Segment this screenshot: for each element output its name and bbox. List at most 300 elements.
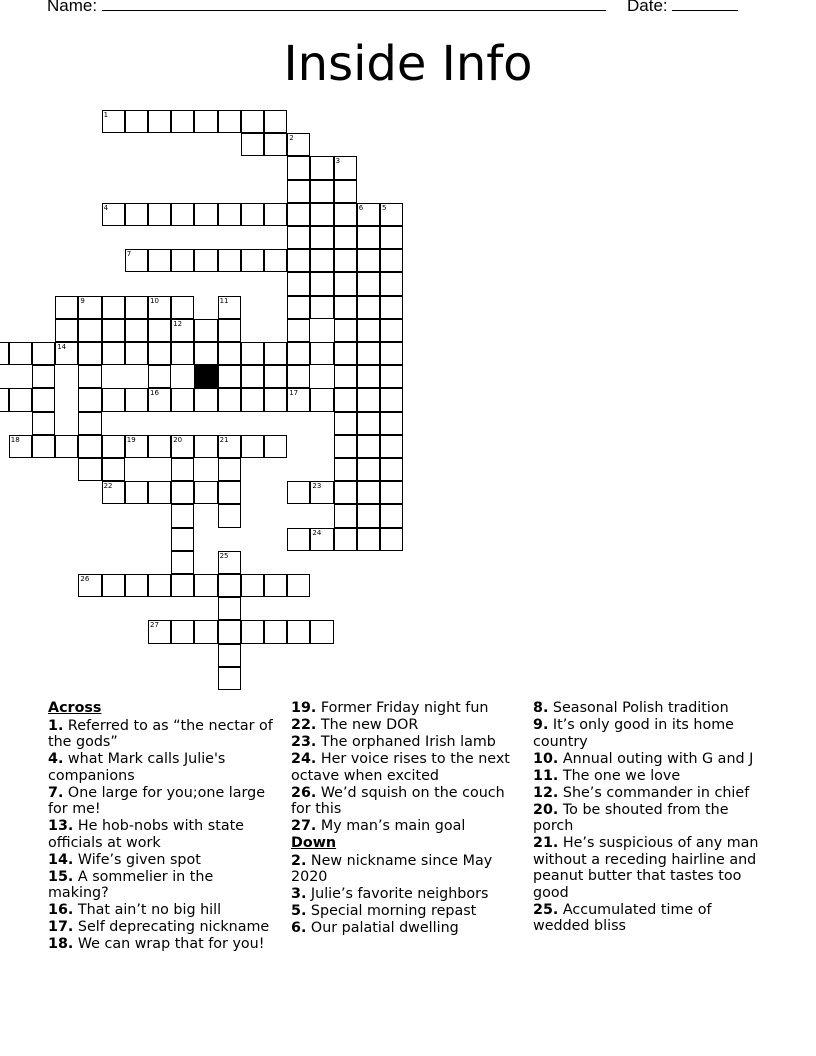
- clue-number: 22: [103, 482, 113, 491]
- grid-cell[interactable]: [32, 365, 55, 388]
- clue-number: 12: [173, 319, 183, 328]
- across-clue: [291, 717, 519, 734]
- grid-cell[interactable]: [9, 435, 32, 458]
- grid-cell[interactable]: [241, 574, 264, 597]
- grid-cell[interactable]: [357, 365, 380, 388]
- grid-cell[interactable]: [148, 481, 171, 504]
- grid-cell[interactable]: [32, 435, 55, 458]
- grid-cell[interactable]: [125, 203, 148, 226]
- clue-text: He’s suspicious of any man without a receding hairline and peanut butter that tastes too good: [533, 835, 759, 901]
- grid-cell[interactable]: [357, 528, 380, 551]
- clue-number-label: 7.: [48, 784, 64, 801]
- grid-cell[interactable]: [310, 342, 333, 365]
- grid-cell[interactable]: [357, 226, 380, 249]
- grid-cell[interactable]: [32, 388, 55, 411]
- grid-cell[interactable]: [287, 620, 310, 643]
- grid-cell[interactable]: [194, 574, 217, 597]
- grid-cell[interactable]: [102, 203, 125, 226]
- grid-cell[interactable]: [194, 249, 217, 272]
- grid-cell[interactable]: [310, 620, 333, 643]
- clue-number-label: 19.: [291, 700, 317, 716]
- grid-cell[interactable]: [241, 620, 264, 643]
- grid-cell[interactable]: [218, 365, 241, 388]
- grid-cell[interactable]: [9, 388, 32, 411]
- clue-number: 3: [335, 157, 341, 166]
- grid-cell[interactable]: [148, 365, 171, 388]
- grid-cell[interactable]: [264, 365, 287, 388]
- grid-cell[interactable]: [78, 296, 101, 319]
- down-clue: [533, 768, 761, 785]
- clue-text: Former Friday night fun: [316, 700, 489, 716]
- grid-cell[interactable]: [218, 644, 241, 667]
- grid-cell[interactable]: [102, 319, 125, 342]
- grid-cell[interactable]: [287, 574, 310, 597]
- clue-number-label: 3.: [291, 886, 307, 902]
- clue-number: 4: [103, 203, 109, 212]
- clue-text: Our palatial dwelling: [306, 920, 459, 936]
- clue-number-label: 20.: [533, 801, 559, 818]
- grid-cell[interactable]: [218, 597, 241, 620]
- across-clue: [48, 852, 276, 869]
- grid-cell[interactable]: [241, 435, 264, 458]
- clue-number-label: 23.: [291, 734, 317, 750]
- grid-cell[interactable]: [287, 156, 310, 179]
- grid-cell[interactable]: [310, 481, 333, 504]
- grid-cell[interactable]: [334, 226, 357, 249]
- grid-cell[interactable]: [148, 388, 171, 411]
- grid-cell[interactable]: [380, 249, 403, 272]
- down-clue: [533, 700, 761, 717]
- grid-cell[interactable]: [55, 319, 78, 342]
- clue-number-label: 15.: [48, 868, 74, 885]
- across-heading: Across: [48, 700, 102, 716]
- clue-number: 11: [219, 296, 229, 305]
- grid-cell[interactable]: [171, 110, 194, 133]
- grid-cell[interactable]: [380, 458, 403, 481]
- clue-number-label: 22.: [291, 717, 317, 733]
- across-clue: [48, 869, 276, 902]
- clue-number-label: 24.: [291, 751, 317, 767]
- clue-text: He hob-nobs with state officials at work: [48, 818, 244, 851]
- down-clue: [533, 751, 761, 768]
- clue-number-label: 26.: [291, 784, 317, 801]
- grid-cell[interactable]: [310, 388, 333, 411]
- grid-cell[interactable]: [218, 435, 241, 458]
- grid-cell[interactable]: [194, 388, 217, 411]
- grid-cell[interactable]: [194, 203, 217, 226]
- down-clue: [291, 920, 519, 937]
- grid-cell[interactable]: [264, 388, 287, 411]
- grid-cell[interactable]: [194, 620, 217, 643]
- grid-cell[interactable]: [78, 365, 101, 388]
- grid-cell[interactable]: [148, 620, 171, 643]
- grid-cell[interactable]: [171, 342, 194, 365]
- grid-cell[interactable]: [171, 551, 194, 574]
- grid-cell[interactable]: [310, 296, 333, 319]
- down-clue: [533, 835, 761, 901]
- grid-cell[interactable]: [218, 388, 241, 411]
- clue-number: 25: [219, 551, 229, 560]
- name-label: Name:: [47, 0, 98, 15]
- across-clue: [48, 785, 276, 818]
- grid-cell[interactable]: [241, 342, 264, 365]
- grid-cell[interactable]: [287, 203, 310, 226]
- clue-number: 9: [80, 296, 85, 305]
- grid-cell[interactable]: [102, 481, 125, 504]
- grid-cell[interactable]: [78, 319, 101, 342]
- date-label: Date:: [627, 0, 668, 15]
- grid-cell[interactable]: [264, 435, 287, 458]
- grid-cell[interactable]: [125, 481, 148, 504]
- grid-cell[interactable]: [287, 133, 310, 156]
- grid-cell[interactable]: [310, 249, 333, 272]
- clue-column-2: [291, 700, 519, 937]
- down-clue: [533, 902, 761, 935]
- grid-cell[interactable]: [194, 319, 217, 342]
- grid-cell[interactable]: [380, 365, 403, 388]
- clue-number: 27: [150, 621, 159, 630]
- grid-cell[interactable]: [241, 365, 264, 388]
- grid-cell[interactable]: [310, 226, 333, 249]
- clue-number: 10: [150, 296, 159, 305]
- grid-cell[interactable]: [357, 435, 380, 458]
- grid-cell[interactable]: [334, 365, 357, 388]
- grid-cell[interactable]: [357, 342, 380, 365]
- grid-cell[interactable]: [218, 110, 241, 133]
- grid-cell[interactable]: [171, 319, 194, 342]
- down-heading: Down: [291, 835, 337, 851]
- grid-cell[interactable]: [357, 458, 380, 481]
- grid-cell[interactable]: [171, 388, 194, 411]
- grid-cell[interactable]: [357, 412, 380, 435]
- clue-number-label: 13.: [48, 818, 74, 834]
- grid-cell[interactable]: [125, 296, 148, 319]
- clue-text: It’s only good in its home country: [533, 717, 734, 750]
- grid-cell[interactable]: [32, 412, 55, 435]
- clue-column-1: [48, 700, 276, 953]
- grid-cell[interactable]: [218, 319, 241, 342]
- grid-cell[interactable]: [357, 272, 380, 295]
- clue-number-label: 1.: [48, 717, 64, 734]
- grid-cell[interactable]: [380, 296, 403, 319]
- grid-cell[interactable]: [380, 272, 403, 295]
- grid-cell[interactable]: [218, 504, 241, 527]
- across-clue: [48, 718, 276, 751]
- clue-number-label: 25.: [533, 901, 559, 918]
- grid-cell[interactable]: [171, 458, 194, 481]
- puzzle-title: Inside Info: [283, 36, 533, 92]
- grid-cell[interactable]: [334, 435, 357, 458]
- grid-cell[interactable]: [125, 435, 148, 458]
- clue-number: 5: [382, 203, 387, 212]
- grid-cell[interactable]: [334, 504, 357, 527]
- clue-number: 1: [103, 111, 109, 119]
- across-clue: [48, 919, 276, 936]
- grid-cell[interactable]: [148, 203, 171, 226]
- clue-number-label: 2.: [291, 852, 307, 869]
- grid-cell[interactable]: [171, 435, 194, 458]
- clue-text: We’d squish on the couch for this: [291, 784, 505, 817]
- clue-text: To be shouted from the porch: [533, 801, 729, 834]
- grid-cell[interactable]: [357, 319, 380, 342]
- clue-number-label: 6.: [291, 920, 307, 936]
- down-clue: [291, 853, 519, 886]
- down-clue: [291, 886, 519, 903]
- grid-cell[interactable]: [148, 342, 171, 365]
- grid-cell[interactable]: [55, 342, 78, 365]
- grid-cell[interactable]: [148, 574, 171, 597]
- grid-cell[interactable]: [310, 203, 333, 226]
- grid-cell[interactable]: [148, 296, 171, 319]
- grid-cell[interactable]: [380, 342, 403, 365]
- grid-cell[interactable]: [148, 110, 171, 133]
- grid-cell[interactable]: [102, 296, 125, 319]
- grid-cell[interactable]: [334, 528, 357, 551]
- grid-cell[interactable]: [264, 249, 287, 272]
- grid-cell[interactable]: [148, 319, 171, 342]
- clue-number: 26: [80, 575, 90, 583]
- grid-cell[interactable]: [287, 249, 310, 272]
- grid-cell[interactable]: [264, 133, 287, 156]
- grid-cell[interactable]: [357, 296, 380, 319]
- clue-text: Special morning repast: [306, 903, 477, 919]
- clue-text: The one we love: [558, 767, 681, 784]
- grid-cell[interactable]: [287, 388, 310, 411]
- grid-cell[interactable]: [0, 342, 9, 365]
- grid-cell[interactable]: [171, 296, 194, 319]
- across-clue: [48, 818, 276, 851]
- grid-cell[interactable]: [264, 203, 287, 226]
- grid-cell[interactable]: [171, 504, 194, 527]
- grid-cell[interactable]: [287, 226, 310, 249]
- grid-cell[interactable]: [194, 481, 217, 504]
- grid-cell[interactable]: [241, 388, 264, 411]
- grid-cell[interactable]: [380, 319, 403, 342]
- grid-cell[interactable]: [218, 249, 241, 272]
- grid-cell[interactable]: [334, 412, 357, 435]
- clue-text: That ain’t no big hill: [73, 902, 222, 918]
- grid-cell[interactable]: [380, 412, 403, 435]
- clue-number: 23: [312, 482, 322, 491]
- grid-cell[interactable]: [218, 481, 241, 504]
- clue-number: 21: [219, 435, 229, 444]
- clue-number-label: 4.: [48, 751, 64, 767]
- grid-cell[interactable]: [218, 342, 241, 365]
- grid-cell[interactable]: [287, 272, 310, 295]
- clue-number-label: 18.: [48, 936, 74, 952]
- clue-number-label: 12.: [533, 784, 559, 801]
- clue-text: Wife’s given spot: [73, 851, 201, 868]
- grid-cell[interactable]: [357, 481, 380, 504]
- clue-number-label: 21.: [533, 835, 559, 851]
- grid-cell[interactable]: [264, 574, 287, 597]
- grid-cell[interactable]: [287, 528, 310, 551]
- clue-text: My man’s main goal: [316, 818, 466, 834]
- grid-cell[interactable]: [310, 272, 333, 295]
- grid-cell[interactable]: [241, 203, 264, 226]
- grid-cell[interactable]: [264, 110, 287, 133]
- grid-cell[interactable]: [125, 110, 148, 133]
- grid-cell[interactable]: [102, 574, 125, 597]
- clue-number: 24: [312, 528, 322, 537]
- grid-cell[interactable]: [194, 342, 217, 365]
- grid-cell[interactable]: [287, 342, 310, 365]
- clue-number-label: 17.: [48, 919, 74, 935]
- across-clue: [48, 751, 276, 784]
- clue-number-label: 11.: [533, 767, 559, 784]
- grid-cell[interactable]: [32, 342, 55, 365]
- grid-cell[interactable]: [194, 110, 217, 133]
- grid-cell[interactable]: [55, 435, 78, 458]
- grid-cell[interactable]: [78, 574, 101, 597]
- grid-cell[interactable]: [310, 156, 333, 179]
- grid-cell[interactable]: [78, 458, 101, 481]
- grid-cell[interactable]: [357, 504, 380, 527]
- across-clue: [291, 751, 519, 784]
- grid-cell[interactable]: [241, 110, 264, 133]
- clue-number: 14: [57, 343, 67, 351]
- clue-number-label: 5.: [291, 903, 307, 919]
- grid-cell[interactable]: [125, 342, 148, 365]
- clue-number: 7: [126, 250, 132, 259]
- clue-text: She’s commander in chief: [558, 784, 750, 801]
- grid-cell[interactable]: [380, 226, 403, 249]
- clue-text: One large for you;one large for me!: [48, 784, 266, 817]
- grid-cell[interactable]: [380, 203, 403, 226]
- clue-text: A sommelier in the making?: [48, 868, 214, 901]
- grid-cell[interactable]: [334, 388, 357, 411]
- across-clue: [291, 700, 519, 717]
- clue-text: The orphaned Irish lamb: [316, 734, 496, 750]
- clue-text: what Mark calls Julie's companions: [48, 751, 226, 784]
- grid-cell[interactable]: [218, 620, 241, 643]
- grid-cell[interactable]: [218, 203, 241, 226]
- grid-cell[interactable]: [287, 481, 310, 504]
- grid-cell[interactable]: [241, 133, 264, 156]
- grid-cell[interactable]: [264, 620, 287, 643]
- grid-cell[interactable]: [78, 412, 101, 435]
- clue-text: Referred to as “the nectar of the gods”: [48, 717, 273, 750]
- grid-cell[interactable]: [218, 551, 241, 574]
- grid-cell[interactable]: [287, 365, 310, 388]
- grid-cell[interactable]: [357, 203, 380, 226]
- clue-number-label: 27.: [291, 818, 317, 834]
- grid-cell[interactable]: [380, 388, 403, 411]
- grid-cell[interactable]: [102, 388, 125, 411]
- grid-cell[interactable]: [218, 458, 241, 481]
- grid-cell[interactable]: [171, 574, 194, 597]
- clue-number-label: 14.: [48, 851, 74, 868]
- clue-text: We can wrap that for you!: [73, 936, 265, 952]
- clue-number-label: 10.: [533, 750, 559, 767]
- grid-cell[interactable]: [357, 388, 380, 411]
- grid-cell[interactable]: [171, 203, 194, 226]
- grid-cell[interactable]: [334, 180, 357, 203]
- grid-cell[interactable]: [380, 528, 403, 551]
- clue-number: 16: [150, 389, 159, 398]
- across-clue: [291, 785, 519, 818]
- clue-number-label: 8.: [533, 700, 549, 716]
- down-clue: [533, 785, 761, 802]
- grid-cell[interactable]: [171, 249, 194, 272]
- clue-number: 20: [173, 435, 183, 444]
- grid-cell[interactable]: [171, 620, 194, 643]
- grid-cell[interactable]: [171, 528, 194, 551]
- grid-cell[interactable]: [78, 435, 101, 458]
- grid-cell[interactable]: [334, 156, 357, 179]
- across-clue: [291, 734, 519, 751]
- clue-number: 6: [358, 203, 364, 212]
- grid-cell[interactable]: [55, 296, 78, 319]
- clue-text: Seasonal Polish tradition: [548, 700, 729, 716]
- grid-cell[interactable]: [380, 504, 403, 527]
- grid-cell[interactable]: [310, 528, 333, 551]
- grid-cell[interactable]: [102, 458, 125, 481]
- grid-cell[interactable]: [125, 319, 148, 342]
- across-clue: [291, 818, 519, 835]
- across-clue: [48, 936, 276, 953]
- grid-cell[interactable]: [9, 342, 32, 365]
- grid-cell[interactable]: [334, 249, 357, 272]
- grid-cell[interactable]: [287, 180, 310, 203]
- grid-cell[interactable]: [148, 249, 171, 272]
- grid-cell[interactable]: [380, 435, 403, 458]
- grid-cell[interactable]: [102, 435, 125, 458]
- grid-cell[interactable]: [125, 249, 148, 272]
- grid-cell[interactable]: [218, 667, 241, 690]
- grid-cell[interactable]: [334, 296, 357, 319]
- grid-cell[interactable]: [287, 296, 310, 319]
- clue-text: Annual outing with G and J: [558, 750, 754, 767]
- grid-cell[interactable]: [125, 574, 148, 597]
- down-clue: [291, 903, 519, 920]
- clue-text: New nickname since May 2020: [291, 852, 493, 885]
- clue-number: 17: [289, 389, 299, 398]
- clue-number: 2: [289, 134, 294, 143]
- grid-cell[interactable]: [380, 481, 403, 504]
- grid-cell[interactable]: [78, 342, 101, 365]
- clue-text: Julie’s favorite neighbors: [306, 886, 489, 902]
- grid-cell[interactable]: [218, 574, 241, 597]
- grid-cell[interactable]: [357, 249, 380, 272]
- grid-cell[interactable]: [241, 249, 264, 272]
- grid-cell[interactable]: [148, 435, 171, 458]
- grid-cell[interactable]: [334, 272, 357, 295]
- grid-cell[interactable]: [310, 180, 333, 203]
- grid-cell[interactable]: [125, 388, 148, 411]
- clue-number-label: 16.: [48, 902, 74, 918]
- down-clue: [533, 717, 761, 750]
- clue-text: Her voice rises to the next octave when excited: [291, 751, 510, 784]
- clue-number: 19: [126, 435, 136, 444]
- grid-cell[interactable]: [171, 481, 194, 504]
- grid-cell[interactable]: [264, 342, 287, 365]
- grid-cell[interactable]: [218, 296, 241, 319]
- grid-cell[interactable]: [334, 458, 357, 481]
- grid-cell[interactable]: [334, 203, 357, 226]
- grid-cell[interactable]: [0, 388, 9, 411]
- grid-cell[interactable]: [334, 481, 357, 504]
- grid-cell[interactable]: [334, 342, 357, 365]
- clue-number: 18: [10, 435, 20, 444]
- grid-cell[interactable]: [102, 342, 125, 365]
- clue-number-label: 9.: [533, 717, 549, 733]
- grid-cell[interactable]: [194, 435, 217, 458]
- grid-cell[interactable]: [334, 319, 357, 342]
- grid-cell[interactable]: [78, 388, 101, 411]
- grid-cell[interactable]: [287, 319, 310, 342]
- grid-cell[interactable]: [102, 110, 125, 133]
